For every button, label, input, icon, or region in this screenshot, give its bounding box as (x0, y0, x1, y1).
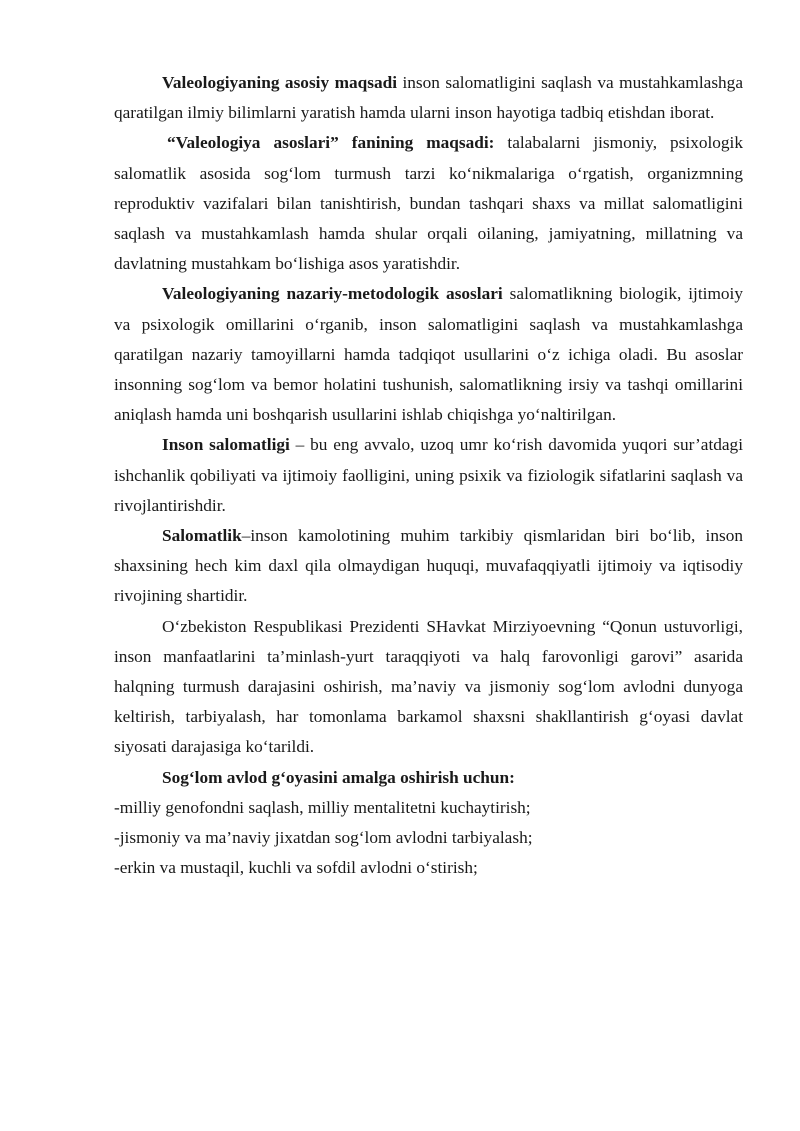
term-course-goal: “Valeologiya asoslari” fanining maqsadi: (167, 133, 495, 153)
list-item: -milliy genofondni saqlash, milliy mentalitetni kuchaytirish; (114, 797, 531, 817)
paragraph-text: salomatlikning biologik, ijtimoiy va psixologik omillarini o‘rganib, inson salomatligini saqlash va mustahkamlashga qaratilgan nazariy tamoyillarni hamda tadqiqot usullarini o‘z ichiga oladi. Bu asoslar insonning sog‘lom va bemor holatini tushunish, salomatlikning irsiy va tashqi omillarini aniqlash hamda uni boshqarish usullarini ishlab chiqishga yo‘naltirilgan. (114, 284, 743, 425)
paragraph-text: –inson kamolotining muhim tarkibiy qismlaridan biri bo‘lib, inson shaxsining hech kim daxl qila olmaydigan huquqi, muvafaqqiyatli ijtimoiy va iqtisodiy rivojining shartidir. (114, 526, 743, 606)
term-health: Salomatlik (162, 526, 242, 546)
paragraph-text: talabalarni jismoniy, psixologik salomatlik asosida sog‘lom turmush tarzi ko‘nikmalariga o‘rgatish, organizmning reproduktiv vazifalari bilan tanishtirish, bundan tashqari shaxs va millat salomatligini saqlash va mustahkamlash hamda shular orqali oilaning, jamiyatning, millatning va davlatning mustahkam bo‘lishiga asos yaratishdir. (114, 133, 743, 274)
list-heading: Sog‘lom avlod g‘oyasini amalga oshirish uchun: (162, 767, 515, 787)
paragraph-valeology-goal (114, 68, 743, 128)
paragraph-health (114, 521, 743, 612)
paragraph-text: O‘zbekiston Respublikasi Prezidenti SHavkat Mirziyoevning “Qonun ustuvorligi, inson manfaatlarini ta’minlash-yurt taraqqiyoti va halq farovonligi garovi” asarida halqning turmush darajasini oshirish, ma’naviy va jismoniy sog‘lom avlodni dunyoga keltirish, tarbiyalash, har tomonlama barkamol shaxsni shakllantirish g‘oyasi davlat siyosati darajasiga ko‘tarildi. (114, 616, 743, 757)
paragraph-human-health (114, 430, 743, 521)
term-theoretical-basis: Valeologiyaning nazariy-metodologik asoslari (162, 284, 503, 304)
list-item: -erkin va mustaqil, kuchli va sofdil avlodni o‘stirish; (114, 858, 478, 878)
term-human-health: Inson salomatligi (162, 435, 290, 455)
paragraph-course-goal (114, 128, 743, 279)
paragraph-theoretical-basis (114, 279, 743, 430)
paragraph-text: – bu eng avvalo, uzoq umr ko‘rish davomida yuqori sur’atdagi ishchanlik qobiliyati va ijtimoiy faolligini, uning psixik va fiziologik sifatlarini saqlash va rivojlantirishdir. (114, 435, 743, 515)
paragraph-president-work (114, 612, 743, 763)
paragraph-text: inson salomatligini saqlash va mustahkamlashga qaratilgan ilmiy bilimlarni yaratish hamda ularni inson hayotiga tadbiq etishdan iborat. (114, 73, 743, 123)
list-item: -jismoniy va ma’naviy jixatdan sog‘lom avlodni tarbiyalash; (114, 828, 533, 848)
term-valeology-goal: Valeologiyaning asosiy maqsadi (162, 73, 397, 92)
